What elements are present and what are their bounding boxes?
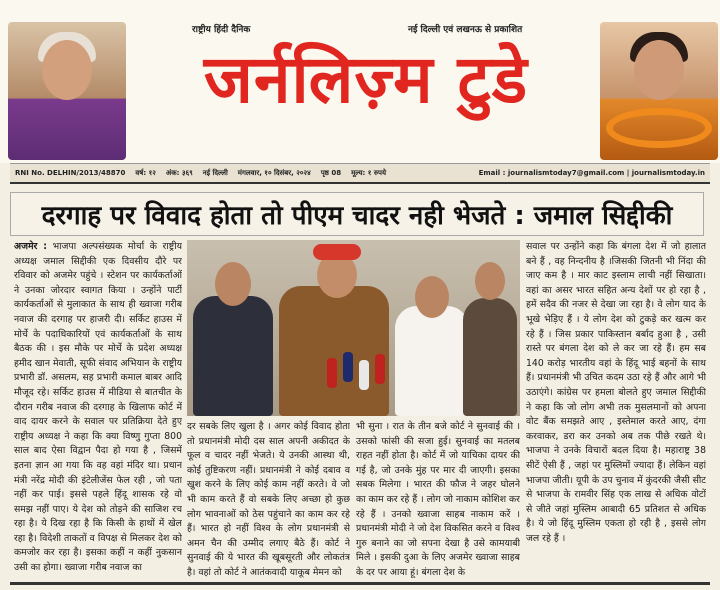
year: वर्ष: १२ <box>135 168 156 177</box>
portrait-face <box>42 40 92 100</box>
article-column-2: दर सबके लिए खुला है । अगर कोई विवाद होता तो प्रधानमंत्री मोदी दस साल अपनी अकीदत के फूल व चादर नहीं भेजते। ये उनकी आस्था थी, कोई तुष्टिकरण नहीं। प्रधानमंत्री ने कोई दबाव व खुश करने के लिए कोई काम नहीं करते। वे जो भी काम करते हैं वो सबके लिए अच्छा हो कुछ लोग भावनाओं को ठेस पहुंचाने का काम कर रहे हैं। भारत हो नहीं विश्व के लोग प्रधानमंत्री से अमन चैन की उम्मीद लगाए बैठे हैं। कोर्ट ने सुनवाई की ये भारत की खूबसूरती और लोकतंत्र है। वहां तो कोर्ट ने आतंकवादी याकूब मेमन को <box>187 421 350 578</box>
microphone <box>343 352 353 382</box>
city: नई दिल्ली <box>202 168 228 177</box>
portrait-face <box>634 40 684 100</box>
article-column-3: भी सुना । रात के तीन बजे कोर्ट ने सुनवाई की । उसको फांसी की सजा हुई। सुनवाई का मतलब राहत नहीं होता है। कोर्ट में जो याचिका दायर की गई है, जो उनके मुंह पर मार दी जाएगी। इसका सबक मिलेगा । भारत की फौज ने जहर घोलने का काम कर रहे हैं । लोग जो नाकाम कोशिश कर रहे हैं । उनको ख्वाजा साहब नाकाम करें । प्रधानमंत्री मोदी ने जो देश विकसित करने व विश्व गुरु बनाने का जो सपना देखा है उसे कामयाबी मिले । इसकी दुआ के लिए अजमेर ख्वाजा साहब के दर पर आया हूं। बंगला देश के <box>356 421 520 578</box>
headline: दरगाह पर विवाद होता तो पीएम चादर नही भेजते : जमाल सिद्दीकी <box>10 192 704 236</box>
page-rule <box>10 582 710 585</box>
tagline-right: नई दिल्ली एवं लखनऊ से प्रकाशित <box>408 25 523 35</box>
info-bar <box>10 163 710 184</box>
flower-garland <box>606 108 712 148</box>
pages: पृष्ठ 08 <box>320 168 342 177</box>
photo-head <box>215 262 251 306</box>
photo-person <box>193 296 273 416</box>
newspaper-logo: जर्नलिज़्म टुडे <box>203 40 529 118</box>
photo-head <box>475 262 505 300</box>
photo-person <box>463 298 517 416</box>
photo-person <box>279 286 389 416</box>
issue: अंक: ३६९ <box>165 168 193 177</box>
email: Email : journalismtoday7@gmail.com | journalismtoday.in <box>478 169 705 177</box>
photo-head <box>415 276 449 318</box>
microphone <box>359 360 369 390</box>
column-text: भाजपा अल्पसंख्यक मोर्चा के राष्ट्रीय अध्यक्ष जमाल सिद्दीकी एक दिवसीय दौरे पर रविवार को अजमेर पहुंचे । स्टेशन पर कार्यकर्ताओं ने उनका जोरदार स्वागत किया । उन्होंने पार्टी कार्यकर्ताओं से मुलाकात के साथ ही ख्वाजा गरीब नवाज की दरगाह पर हाजरी दी। सर्किट हाउस में मोर्चे के पदाधिकारियों एवं कार्यकर्ताओं के साथ बैठक की । इस मौके पर मोर्चे के प्रदेश अध्यक्ष हमीद खान मेवाती, सूफी संवाद अभियान के राष्ट्रीय प्रभारी डॉ. असलम, सह प्रभारी कमाल बाबर आदि मौजूद रहे। सर्किट हाउस में मीडिया से बातचीत के दौरान गरीब नवाज की दरगाह के खिलाफ कोर्ट में वाद दायर करने के सवाल पर प्रतिक्रिया देते हुए राष्ट्रीय अध्यक्ष ने कहा कि क्या विष्णु गुप्ता 800 साल बाद ऐसा विद्वान पैदा हो गया है , जिसमें इतना ज्ञान आ गया कि वह वहां मंदिर था। प्रधान मंत्री नरेंद्र मोदी की इंटेलीजेंस फेल रही , जो पता नहीं कर पाई। इससे पहले हिंदू शासक रहे वो समझ नहीं पाए। ये देश को तोड़ने की साजिश रच रहा है। ये दिख रहा है कि किसी के हाथों में खेल रहा है। विदेशी ताकतों व विपक्ष से मिलकर देश को कमजोर कर रहा है। इसका कहीं न कहीं नुकसान उसी का होगा। ख्वाजा गरीब नवाज का <box>14 241 182 574</box>
article-column-1 <box>14 240 182 578</box>
left-portrait <box>8 22 126 160</box>
dateline: अजमेर : <box>14 241 47 252</box>
right-portrait <box>600 22 718 160</box>
microphone <box>327 358 337 388</box>
microphone <box>375 354 385 384</box>
press-photo <box>187 240 520 416</box>
photo-person <box>395 306 469 416</box>
price: मूल्य: १ रुपये <box>351 168 387 177</box>
article-column-4: सवाल पर उन्होंने कहा कि बंगला देश में जो हालात बने हैं , वह निन्दनीय है ।जिसकी जितनी भी निंदा की जाए कम है । मार काट इस्लाम लाची नहीं सिखाता। वहां का असर भारत सहित अन्य देशों पर हो रहा है , हमें सदैव की नजर से देखा जा रहा है। वे लोग याद के भूखे भेड़िए हैं । ये लोग देश को टुकड़े कर खत्म कर रहे हैं । जिस प्रकार पाकिस्तान बर्बाद हुआ है , उसी रास्ते पर बंगला देश को ले कर जा रहे हैं। हम सब 140 करोड़ भारतीय वहां के हिंदू भाई बहनों के साथ हैं। प्रधानमंत्री भी उचित कदम उठा रहे हैं और आगे भी उठाएंगे। कांग्रेस पर हमला बोलते हुए जमाल सिद्दीकी ने कहा कि जो लोग अभी तक मुसलमानों को अपना वोट बैंक समझते आए , इस्तेमाल करते आए, दंगा करवाकर, डरा कर उनको अब तक पीछे रखते थे। भाजपा ने उनके विचारों बदल दिया है। महाराष्ट्र 38 सीटें ऐसी हैं , जहां पर मुस्लिमों ज्यादा हैं। लेकिन वहां भाजपा जीती। यूपी के उप चुनाव में कुंदरकी जैसी सीट से भाजपा के रामवीर सिंह एक लाख से अधिक वोटों से जीते जहां मुस्लिम आबादी 65 प्रतिशत से अधिक है। ये जो हिंदू मुस्लिम एकता हो रही है , इससे लोग जल रहे हैं । <box>526 241 706 544</box>
turban <box>313 244 361 260</box>
tagline-left: राष्ट्रीय हिंदी दैनिक <box>192 25 251 35</box>
masthead <box>0 0 720 163</box>
rni-number: RNI No. DELHIN/2013/48870 <box>15 169 126 177</box>
date: मंगलवार, १० दिसंबर, २०२४ <box>237 168 311 177</box>
